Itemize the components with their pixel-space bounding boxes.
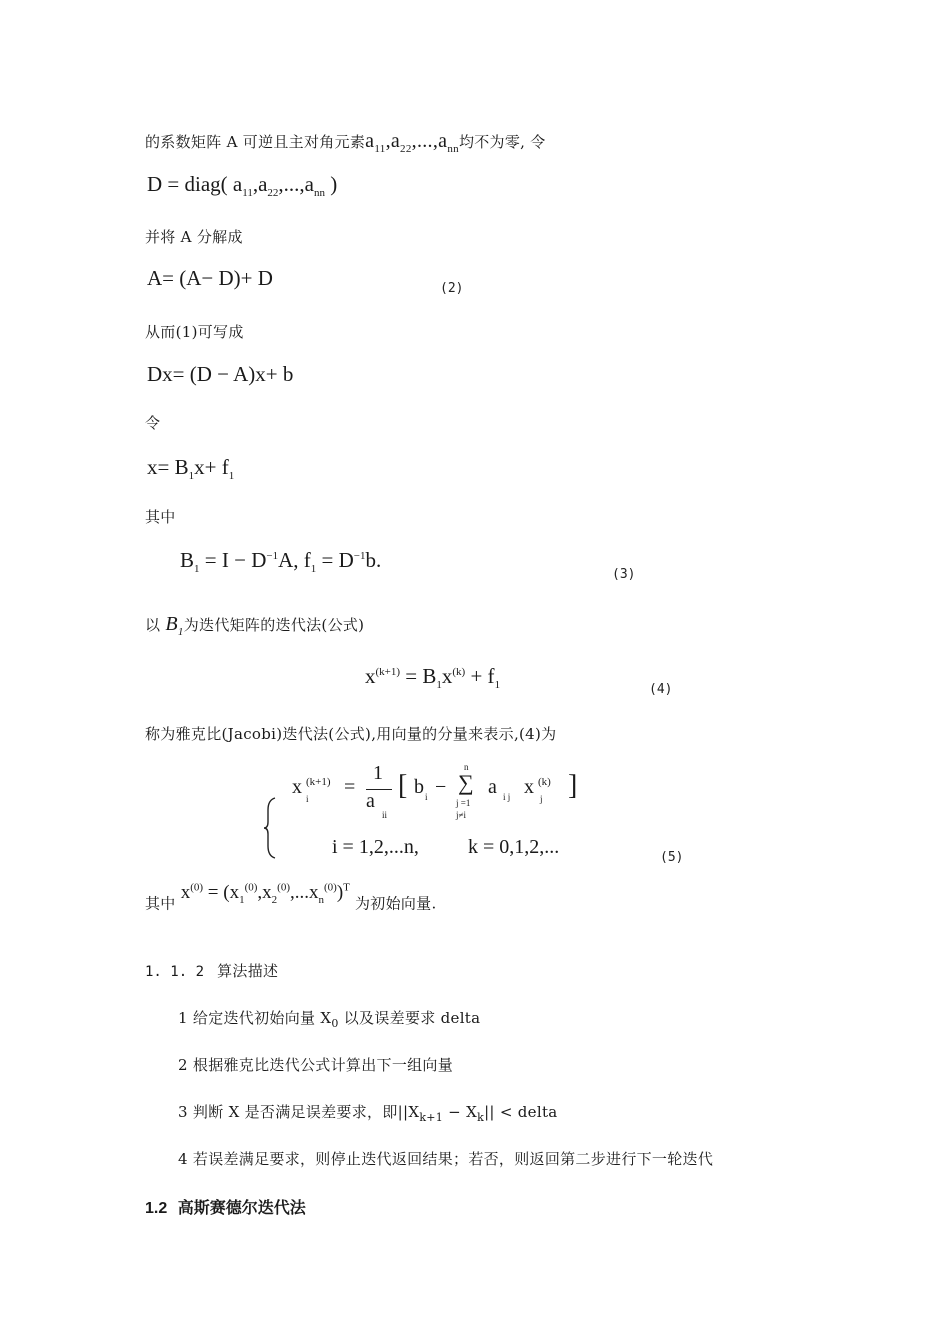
text-line-jacobi: 称为雅克比(Jacobi)迭代法(公式),用向量的分量来表示,(4)为: [145, 725, 557, 743]
equation-4: [365, 664, 500, 691]
sup: (k): [452, 666, 466, 678]
sum-icon: ∑: [458, 770, 474, 795]
eq5-lhs-sub: i: [306, 794, 309, 804]
sub: 1: [436, 679, 442, 692]
sub: 1: [194, 563, 200, 576]
math: ,...,a: [278, 172, 314, 196]
math-a: a: [365, 130, 375, 152]
eq5-sum-bottom-2: j≠i: [456, 810, 466, 820]
text-line-rewrite: 从而(1)可写成: [145, 323, 244, 341]
text-line-initial-vector: [145, 882, 437, 916]
sub: n: [318, 894, 324, 907]
text: 为初始向量.: [354, 894, 437, 913]
sup: −1: [353, 550, 366, 562]
eq5-xj-sup: (k): [538, 776, 551, 788]
math: x: [365, 664, 376, 688]
eq5-index-k: k = 0,1,2,...: [468, 836, 560, 858]
equation-number-2: (2): [440, 281, 464, 296]
sup: (0): [244, 882, 258, 894]
section-number: 1.2: [145, 1200, 168, 1217]
eq5-equals: =: [344, 776, 356, 798]
equation-x: [147, 455, 234, 482]
sub: 11: [374, 143, 386, 155]
text: − X: [443, 1103, 478, 1121]
math-sep: ,...,a: [411, 130, 448, 152]
math: x: [180, 882, 191, 904]
eq5-right-bracket: ]: [568, 770, 578, 801]
eq5-sum-bottom-1: j =1: [456, 798, 471, 808]
left-brace-icon: [262, 796, 278, 860]
equation-3: [180, 548, 381, 575]
text: 1 给定迭代初始向量 X: [178, 1009, 332, 1027]
eq5-lhs: [292, 776, 302, 799]
eq5-lhs-sup: (k+1): [306, 776, 331, 788]
math: = (x: [203, 882, 240, 904]
text: 均不为零, 令: [458, 133, 546, 151]
section-heading-1-1-2: [145, 960, 278, 981]
sub: k: [477, 1111, 485, 1124]
sub: 1: [228, 470, 235, 483]
sub: 1: [239, 894, 245, 907]
text: 的系数矩阵 A 可逆且主对角元素: [145, 133, 366, 151]
math: ,a: [252, 172, 268, 196]
eq5-left-bracket: [: [398, 770, 408, 801]
math: b.: [365, 548, 382, 572]
text: 3 判断 X 是否满足误差要求，即||X: [178, 1103, 420, 1121]
sub: 1: [188, 470, 195, 483]
text-line-where: 其中: [145, 508, 176, 526]
math-sep: ,a: [385, 130, 401, 152]
step-2: 2 根据雅克比迭代公式计算出下一组向量: [178, 1056, 454, 1074]
math: + f: [465, 664, 495, 688]
step-4: 4 若误差满足要求，则停止迭代返回结果；若否，则返回第二步进行下一轮迭代: [178, 1150, 714, 1168]
sub: 11: [242, 187, 253, 200]
sub: nn: [313, 187, 325, 200]
sub: 1: [177, 626, 184, 638]
eq5-b-sub: i: [425, 792, 428, 802]
math: = B: [400, 664, 437, 688]
eq5-sum-top: n: [464, 762, 469, 772]
math: ,x: [257, 882, 272, 904]
math: = I − D: [199, 548, 267, 572]
eq5-b: b: [414, 776, 424, 798]
equation-number-4: (4): [649, 682, 673, 697]
text: || < delta: [484, 1103, 558, 1121]
eq5-a: a: [488, 776, 497, 798]
sup: (0): [323, 882, 337, 894]
eq5-index-i: i = 1,2,...n,: [332, 836, 419, 858]
sub: 1: [494, 679, 501, 692]
eq5-a-sub: i j: [503, 792, 511, 802]
text-line-iteration-matrix: [145, 613, 364, 638]
eq5-denominator: a: [366, 790, 375, 812]
sup: (0): [277, 882, 290, 894]
equation-number-5: (5): [660, 850, 684, 865]
step-1: [178, 1007, 480, 1030]
sub: 2: [271, 894, 278, 907]
math: ): [336, 882, 344, 904]
text: 其中: [145, 894, 176, 913]
eq5-minus: −: [435, 776, 447, 798]
math: x: [441, 664, 453, 688]
math: x= B: [147, 455, 189, 479]
eq5-numerator: 1: [373, 762, 383, 784]
equation-diag: [147, 172, 337, 199]
sub: 22: [400, 143, 412, 155]
text: 为迭代矩阵的迭代法(公式): [183, 616, 365, 634]
math: x: [292, 776, 302, 798]
text-line-decompose: 并将 A 分解成: [145, 228, 243, 246]
math: A, f: [278, 548, 311, 572]
sub: 1: [310, 563, 317, 576]
sup: (k+1): [375, 666, 401, 678]
sub: nn: [447, 143, 459, 155]
equation-dx: Dx= (D − A)x+ b: [147, 362, 294, 386]
text-line-matrix-condition: [145, 130, 546, 155]
sub: k+1: [419, 1111, 444, 1124]
math: = D: [316, 548, 354, 572]
math: x+ f: [194, 455, 229, 479]
math: ): [324, 172, 338, 196]
eq5-xj: x: [524, 776, 534, 798]
math: ,...x: [289, 882, 319, 904]
text: 以及误差要求 delta: [338, 1009, 481, 1027]
equation-number-3: (3): [612, 567, 636, 582]
equation-2: A= (A− D)+ D: [147, 266, 273, 290]
math: B: [165, 613, 178, 635]
sup: −1: [266, 550, 279, 562]
sub: 22: [267, 187, 279, 200]
section-title: 算法描述: [217, 962, 279, 980]
equation-5: [262, 762, 682, 862]
section-heading-1-2: [145, 1195, 306, 1218]
math: B: [180, 548, 195, 572]
sub: 0: [331, 1017, 339, 1030]
section-number: 1. 1. 2: [145, 964, 205, 980]
text-line-let: 令: [145, 414, 161, 432]
section-title: 高斯赛德尔迭代法: [177, 1200, 306, 1217]
text: 以: [145, 616, 161, 634]
eq5-xj-sub: j: [540, 794, 543, 804]
eq5-den-sub: ii: [382, 810, 388, 820]
step-3: [178, 1101, 558, 1124]
sup: (0): [190, 882, 204, 894]
math: D = diag( a: [147, 172, 243, 196]
sup: T: [343, 882, 350, 894]
